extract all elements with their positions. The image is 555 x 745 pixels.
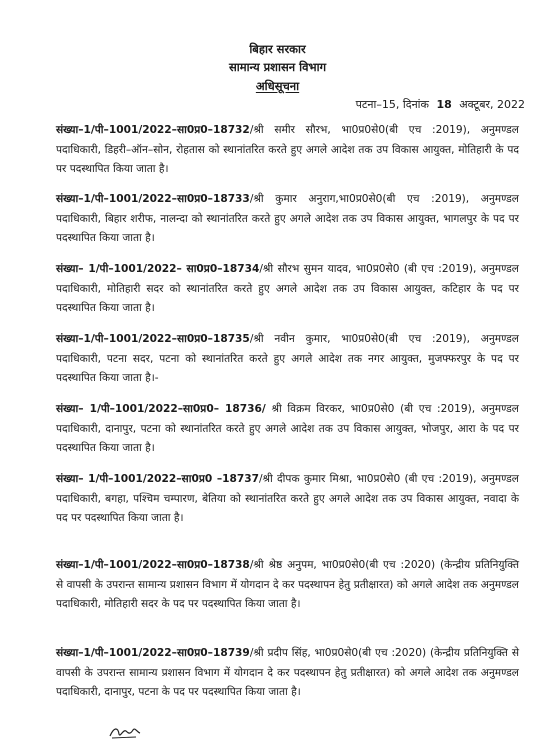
order-paragraph <box>56 644 519 703</box>
date-place: पटना–15, दिनांक <box>355 98 429 111</box>
order-number: संख्या– 1/पी–1001/2022– सा0प्र0–18734 <box>56 263 260 275</box>
order-paragraph <box>56 190 519 249</box>
order-number: संख्या–1/पी–1001/2022–सा0प्र0–18738 <box>56 559 250 571</box>
signature-mark <box>108 724 142 740</box>
date-line <box>356 98 525 112</box>
order-text: /श्री कुमार अनुराग,भा0प्र0से0(बी एच :2019), अनुमण्डल पदाधिकारी, बिहार शरीफ, नालन्दा को स्थानांतरित करते हुए अगले आदेश तक उप विकास आयुक्त, भागलपुर के पद पर पदस्थापित किया जाता है। <box>56 193 519 244</box>
order-number: संख्या–1/पी–1001/2022–सा0प्र0–18739 <box>56 647 250 659</box>
order-paragraph <box>56 400 519 459</box>
document-type: अधिसूचना <box>255 79 300 93</box>
order-paragraph <box>56 121 519 180</box>
order-text: /श्री सौरभ सुमन यादव, भा0प्र0से0 (बी एच :2019), अनुमण्डल पदाधिकारी, मोतिहारी सदर को स्थानांतरित करते हुए अगले आदेश तक उप विकास आयुक्त, कटिहार के पद पर पदस्थापित किया जाता है। <box>56 263 519 314</box>
order-number: संख्या–1/पी–1001/2022–सा0प्र0–18732 <box>56 124 250 136</box>
order-paragraph <box>56 260 519 319</box>
date-month-year: अक्टूबर, 2022 <box>459 98 525 111</box>
order-number: संख्या– 1/पी–1001/2022–सा0प्र0– 18736/ <box>56 403 266 415</box>
order-text: श्री विक्रम विरकर, भा0प्र0से0 (बी एच :2019), अनुमण्डल पदाधिकारी, दानापुर, पटना को स्थानांतरित करते हुए अगले आदेश तक उप विकास आयुक्त, भोजपुर, आरा के पद पर पदस्थापित किया जाता है। <box>56 403 519 454</box>
order-text: /श्री श्रेष्ठ अनुपम, भा0प्र0से0(बी एच :2020) (केन्द्रीय प्रतिनियुक्ति से वापसी के उपरान्त सामान्य प्रशासन विभाग में योगदान दे कर पदस्थापन हेतु प्रतीक्षारत) को अगले आदेश तक अनुमण्डल पदाधिकारी, मोतिहारी सदर के पद पर पदस्थापित किया जाता है। <box>56 559 519 610</box>
order-number: संख्या–1/पी–1001/2022–सा0प्र0–18733 <box>56 193 250 205</box>
date-day: 18 <box>436 98 452 111</box>
department-title: सामान्य प्रशासन विभाग <box>228 60 327 74</box>
order-paragraph <box>56 330 519 389</box>
order-number: संख्या–1/पी–1001/2022–सा0प्र0–18735 <box>56 333 250 345</box>
government-title: बिहार सरकार <box>249 42 306 56</box>
order-text: /श्री नवीन कुमार, भा0प्र0से0(बी एच :2019), अनुमण्डल पदाधिकारी, पटना सदर, पटना को स्थानांतरित करते हुए अगले आदेश तक नगर आयुक्त, मुजफ्फरपुर के पद पर पदस्थापित किया जाता है।- <box>56 333 519 384</box>
order-text: /श्री प्रदीप सिंह, भा0प्र0से0(बी एच :2020) (केन्द्रीय प्रतिनियुक्ति से वापसी के उपरान्त सामान्य प्रशासन विभाग में योगदान दे कर पदस्थापन हेतु प्रतीक्षारत) को अगले आदेश तक अनुमण्डल पदाधिकारी, दानापुर, पटना के पद पर पदस्थापित किया जाता है। <box>56 647 519 698</box>
order-text: /श्री समीर सौरभ, भा0प्र0से0(बी एच :2019), अनुमण्डल पदाधिकारी, डिहरी–ऑन–सोन, रोहतास को स्थानांतरित करते हुए अगले आदेश तक उप विकास आयुक्त, मोतिहारी के पद पर पदस्थापित किया जाता है। <box>56 124 519 175</box>
order-paragraph <box>56 470 519 529</box>
order-text: /श्री दीपक कुमार मिश्रा, भा0प्र0से0 (बी एच :2019), अनुमण्डल पदाधिकारी, बगहा, पश्चिम चम्पारण, बेतिया को स्थानांतरित करते हुए अगले आदेश तक उप विकास आयुक्त, नवादा के पद पर पदस्थापित किया जाता है। <box>56 473 519 524</box>
order-number: संख्या– 1/पी–1001/2022–सा0प्र0 –18737 <box>56 473 259 485</box>
order-paragraph <box>56 556 519 615</box>
